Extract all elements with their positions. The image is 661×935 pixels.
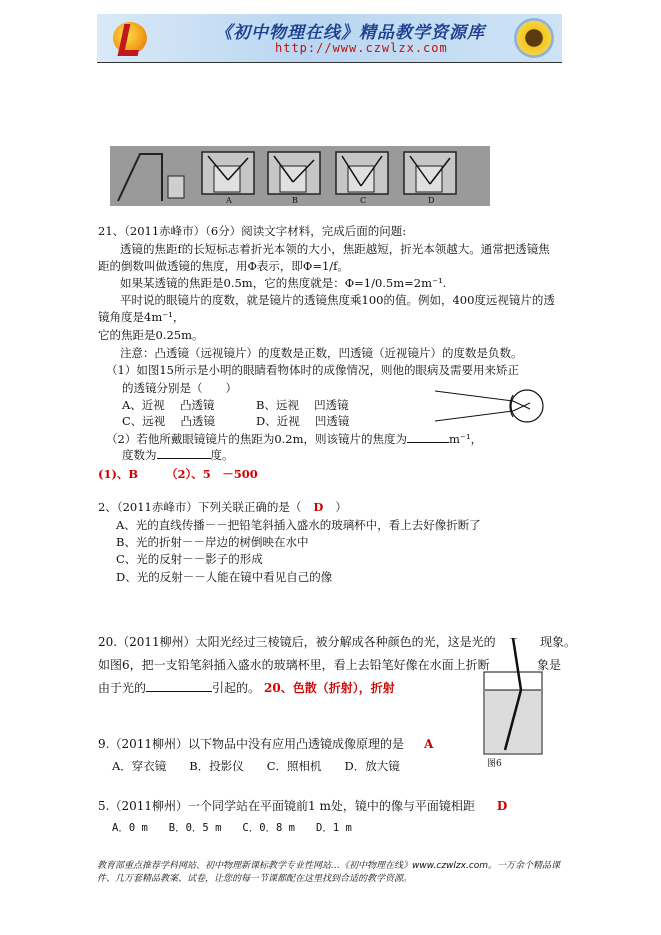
q21-part2-unit: m⁻¹， (449, 432, 483, 446)
q21-degree-text: 度数为 (122, 448, 157, 462)
figure-6-label: 图6 (487, 759, 502, 768)
q9-options: A．穿衣镜 B．投影仪 C．照相机 D．放大镜 (112, 759, 400, 773)
q21-blank-focal-power (407, 431, 449, 443)
q21-option-d: D、近视 凹透镜 (256, 414, 350, 428)
q21-option-a: A、近视 凸透镜 (122, 398, 215, 412)
ray-box-d-label: D (428, 196, 435, 205)
q5-answer: D (496, 799, 508, 813)
q20-line-1-end: 现象。 (540, 635, 577, 649)
q20-line-2-end: 象是 (537, 658, 562, 672)
q2-option-c: C、光的反射－－影子的形成 (116, 552, 263, 566)
q9-stem (98, 735, 433, 752)
q9-answer: A (424, 737, 434, 751)
ray-box-b-label: B (292, 196, 298, 205)
q2-close-paren: ） (335, 500, 347, 514)
q9-stem-text: 9.（2011柳州）以下物品中没有应用凸透镜成像原理的是 (98, 737, 404, 751)
q5-stem (98, 797, 507, 814)
q21-line-9: （1）如图15所示是小明的眼睛看物体时的成像情况，则他的眼病及需要用来矫正 (106, 363, 519, 377)
q21-line-11 (106, 431, 482, 447)
q20-blank (146, 680, 212, 692)
q21-blank-degree (157, 447, 211, 459)
q2-answer: D (313, 500, 324, 514)
q21-line-6: 镜角度是4m⁻¹， (98, 310, 185, 324)
q2-stem-text: 2、（2011赤峰市）下列关联正确的是（ (98, 500, 302, 514)
q21-degree-unit: 度。 (210, 448, 234, 462)
q21-line-2: 透镜的焦距f的长短标志着折光本领的大小，焦距越短，折光本领越大。通常把透镜焦 (120, 242, 550, 256)
q21-line-3: 距的倒数叫做透镜的焦度，用Φ表示，即Φ=1/f。 (98, 259, 349, 273)
banner-url[interactable]: http://www.czwlzx.com (275, 41, 448, 55)
q21-option-b: B、远视 凹透镜 (256, 398, 349, 412)
q21-part2-text: （2）若他所戴眼镜镜片的焦距为0.2m，则该镜片的焦度为 (106, 432, 408, 446)
header-divider (97, 62, 562, 63)
q5-options: A．0 m B．0．5 m C．0．8 m D．1 m (112, 822, 352, 834)
ray-box-a (202, 152, 254, 194)
q21-line-1 (98, 223, 406, 239)
q2-option-d: D、光的反射－－人能在镜中看见自己的像 (116, 570, 333, 584)
sunflower-icon (514, 18, 554, 58)
ray-box-b (268, 152, 320, 194)
q21-line-7: 它的焦距是0.25m。 (98, 328, 204, 342)
q20-answer: 20、色散（折射），折射 (264, 681, 395, 695)
q20-line-3 (98, 679, 395, 696)
ray-box-c-label: C (360, 196, 367, 205)
banner-title: 《初中物理在线》精品教学资源库 (215, 23, 485, 43)
q20-line-3-end: 引起的。 (212, 681, 261, 695)
q2-stem (98, 499, 347, 515)
q21-line-12 (122, 447, 234, 463)
q2-option-a: A、光的直线传播－－把铅笔斜插入盛水的玻璃杯中，看上去好像折断了 (116, 518, 481, 532)
q20-line-1: 20.（2011柳州）太阳光经过三棱镜后，被分解成各种颜色的光，这是光的 (98, 635, 496, 649)
q20-line-3-text: 由于光的 (98, 681, 147, 695)
q21-heading: 21、（2011赤峰市）（6分）阅读文字材料，完成后面的问题: (98, 224, 407, 238)
q21-line-10: 的透镜分别是（ ） (122, 381, 237, 395)
q5-stem-text: 5.（2011柳州）一个同学站在平面镜前1 m处，镜中的像与平面镜相距 (98, 799, 475, 813)
q21-line-4: 如果某透镜的焦距是0.5m，它的焦度就是：Φ=1/0.5m=2m⁻¹. (120, 276, 447, 290)
q21-line-8: 注意：凸透镜（远视镜片）的度数是正数，凹透镜（近视镜片）的度数是负数。 (120, 346, 523, 360)
footer-note: 教育部重点推荐学科网站、初中物理新课标教学专业性网站…《初中物理在线》www.czwlzx.com。一万余个精品课件、几万套精品教案、试卷，让您的每一节课都配在这里找到合适的教学资源。 (97, 861, 561, 884)
q21-answer-2: （2）、5 －500 (166, 467, 258, 481)
q21-option-c: C、远视 凸透镜 (122, 414, 215, 428)
figure-6-pencil-glass (483, 638, 545, 768)
ray-box-a-label: A (226, 196, 232, 205)
q21-line-5: 平时说的眼镜片的度数，就是镜片的透镜焦度乘100的值。例如，400度远视镜片的透 (120, 293, 555, 307)
q2-option-b: B、光的折射－－岸边的树倒映在水中 (116, 535, 309, 549)
q20-line-2: 如图6，把一支铅笔斜插入盛水的玻璃杯里，看上去铅笔好像在水面上折断 (98, 658, 490, 672)
eye-diagram (435, 383, 545, 429)
ray-diagram-svg (110, 146, 490, 206)
ray-diagram-photo (110, 146, 490, 206)
ray-box-d (404, 152, 456, 194)
q21-answer-1: (1)、B (98, 467, 139, 481)
header-banner (97, 14, 562, 62)
ray-box-c (336, 152, 388, 194)
